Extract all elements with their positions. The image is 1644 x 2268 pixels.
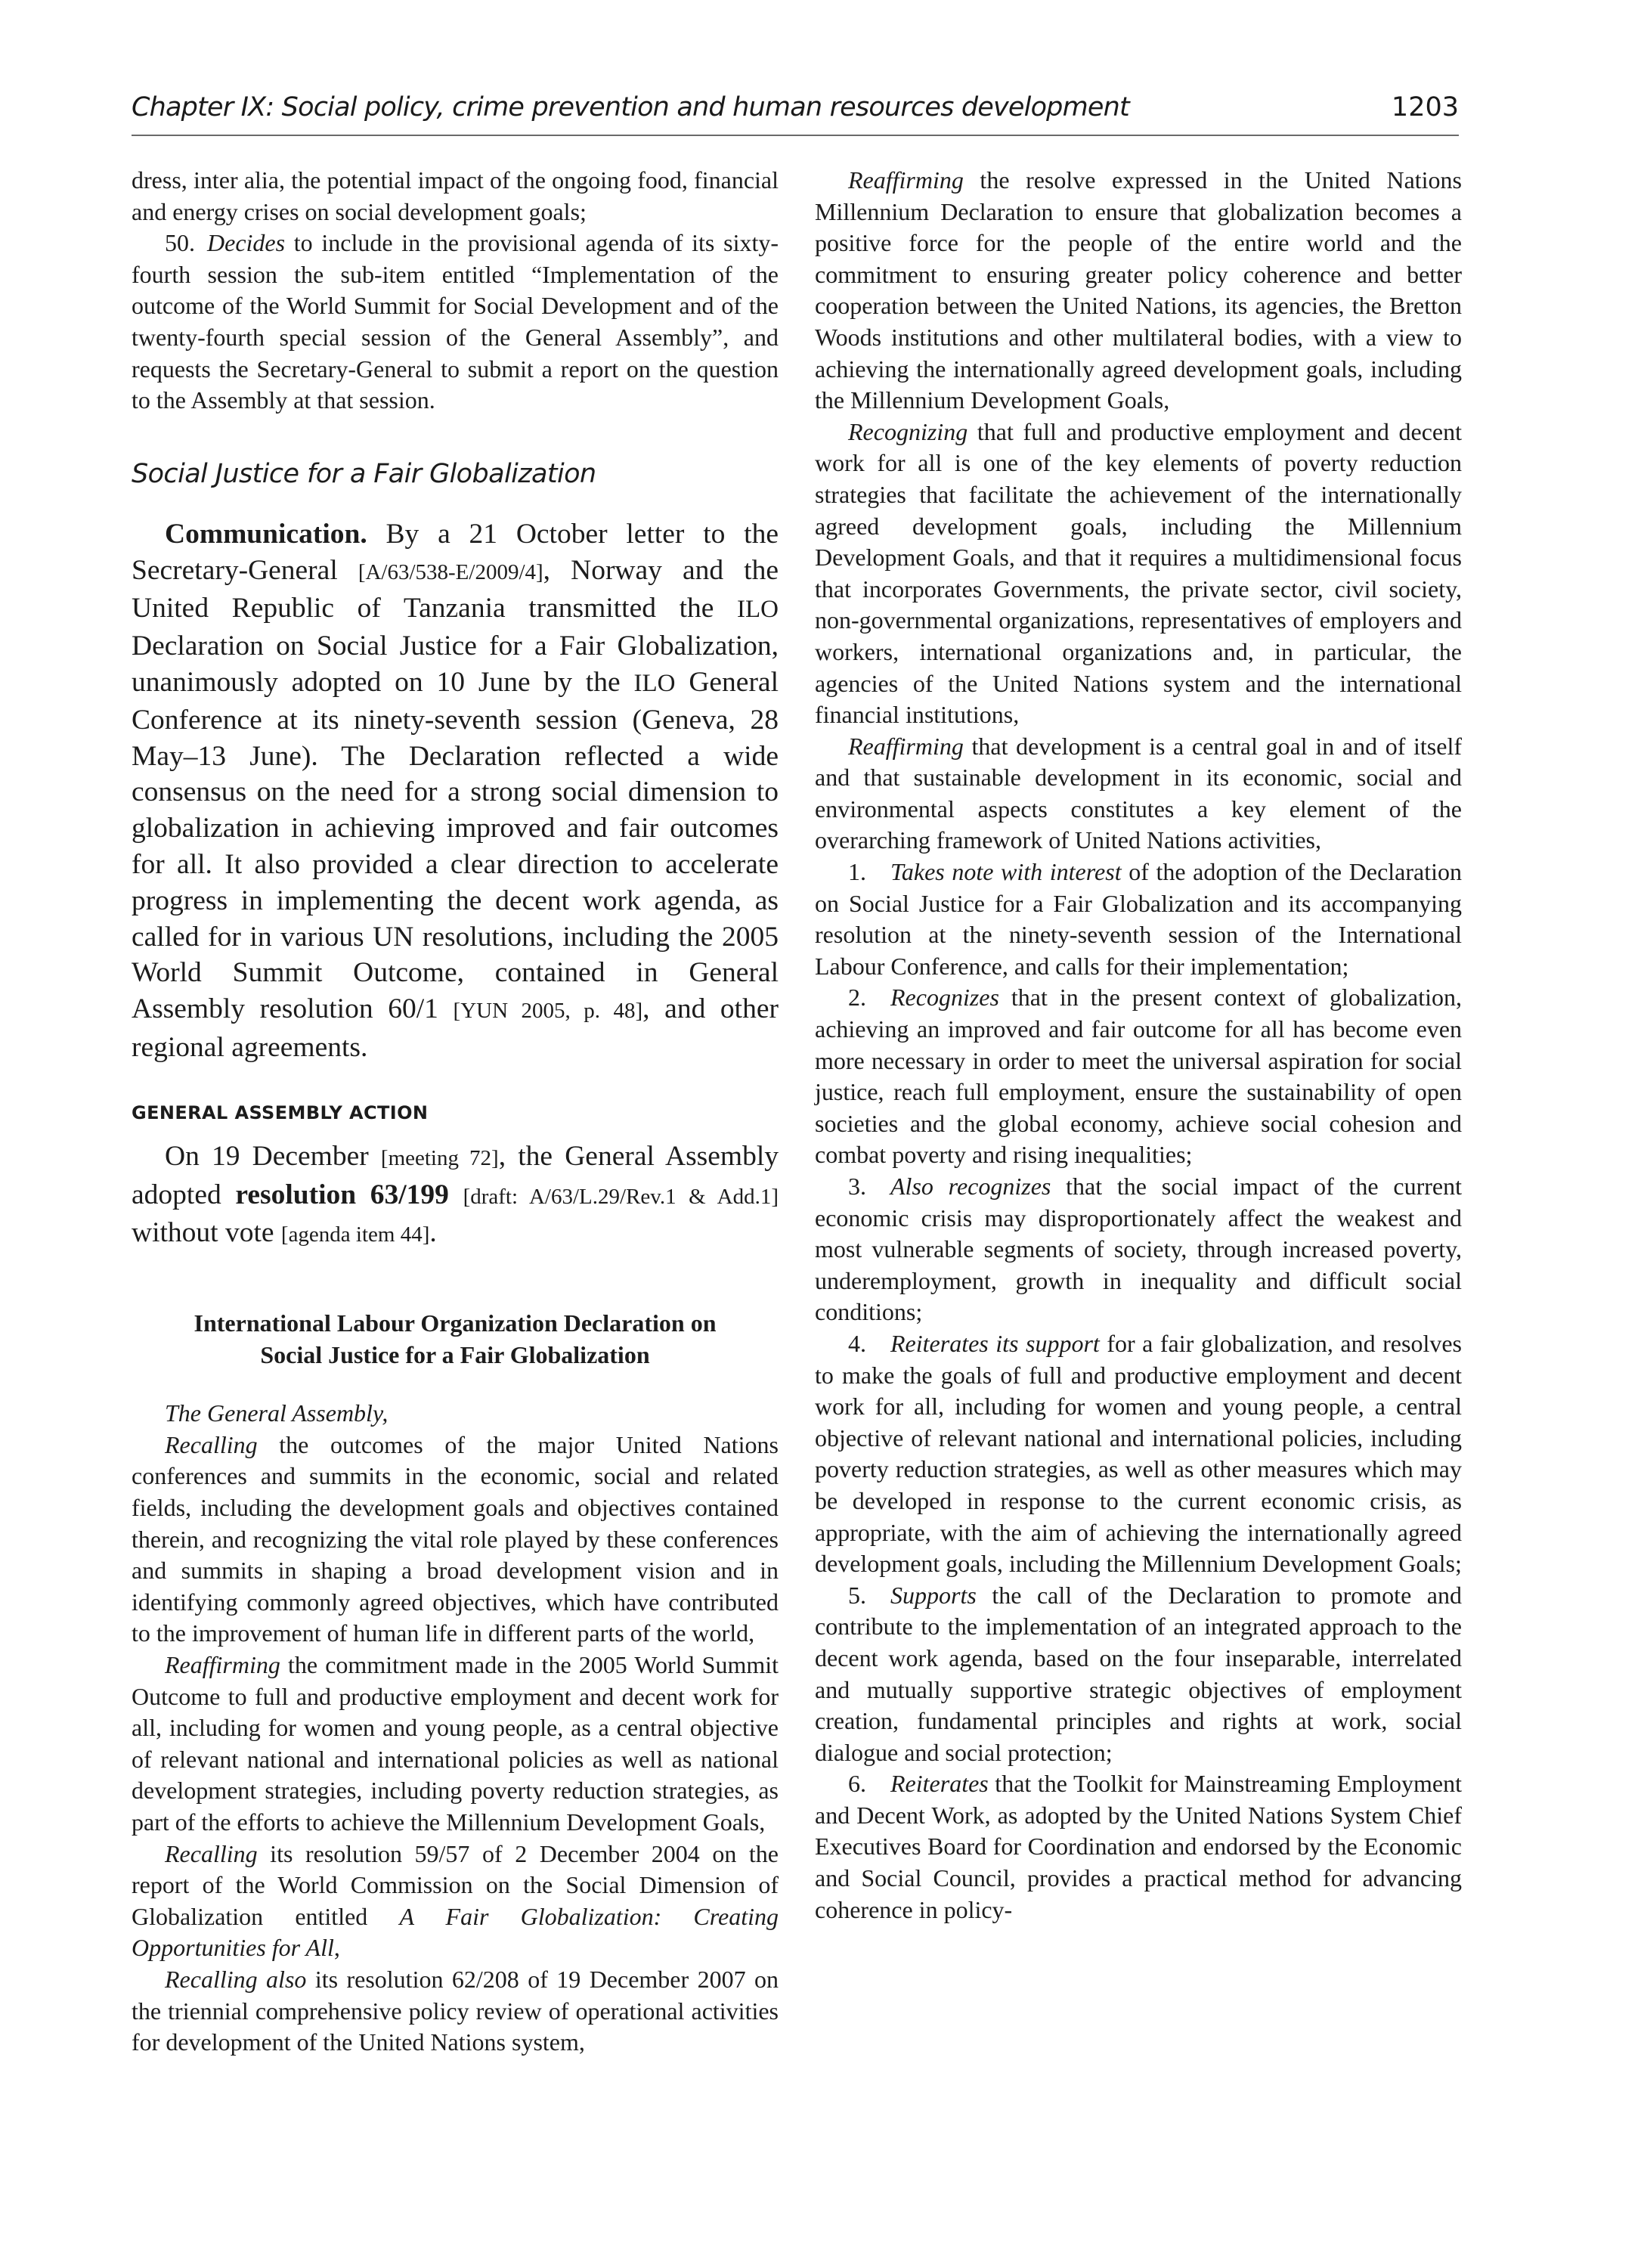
chapter-title: Chapter IX: Social policy, crime prevention and human resources development — [132, 92, 1129, 122]
resolution-title: International Labour Organization Declaration on Social Justice for a Fair Globalization — [194, 1309, 717, 1368]
operative-paragraph-3: 3. Also recognizes that the social impact of the current economic crisis may disproportionately affect the weakest and most vulnerable segments of society, through increased poverty, underemployment, growth in inequality and difficult social conditions; — [815, 1173, 1463, 1326]
paragraph-continued: dress, inter alia, the potential impact of the ongoing food, financial and energy crises on social development goals; — [132, 166, 779, 225]
paragraph-number: 6. — [848, 1770, 866, 1798]
section-subheading: Social Justice for a Fair Globalization — [132, 458, 596, 489]
page-number: 1203 — [1391, 92, 1459, 122]
preamble-recalling-also: Recalling also its resolution 62/208 of 19 December 2007 on the triennial comprehensive policy review of operational activities for development of the United Nations system, — [132, 1965, 779, 2056]
preamble-recalling-1: Recalling the outcomes of the major United Nations conferences and summits in the economic, social and related fields, including the development goals and objectives contained therein, and recognizing the vital role played by these conferences and summits in shaping a broad development vision and in identifying commonly agreed objectives, which have contributed to the improvement of human life in different parts of the world, — [132, 1430, 779, 1647]
communication-paragraph: Communication. By a 21 October letter to the Secretary-General [A/63/538-E/2009/4], Norway and the United Republic of Tanzania transmitted the ILO Declaration on Social Justice for a Fair Globalization, unanimously adopted on 10 June by the ILO General Conference at its ninety-seventh session (Geneva, 28 May–13 June). The Declaration reflected a wide consensus on the need for a strong social dimension to globalization in achieving improved and fair outcomes for all. It also provided a clear direction to accelerate progress in implementing the decent work agenda, as called for in various UN resolutions, including the 2005 World Summit Outcome, contained in General Assembly resolution 60/1 [YUN 2005, p. 48], and other regional agreements. — [132, 518, 779, 1063]
running-header — [132, 92, 1459, 138]
preamble-recalling-2: Recalling its resolution 59/57 of 2 December 2004 on the report of the World Commission on the Social Dimension of Globalization entitled A Fair Globalization: Creating Opportunities for All, — [132, 1839, 779, 1962]
paragraph-number: 1. — [848, 858, 866, 886]
paragraph-number: 4. — [848, 1329, 866, 1357]
paragraph-number: 5. — [848, 1581, 866, 1609]
resolution-intro: The General Assembly, — [165, 1399, 389, 1427]
left-column — [132, 165, 779, 2059]
right-column — [815, 165, 1462, 1926]
preamble-recognizing: Recognizing that full and productive employment and decent work for all is one of the key elements of poverty reduction strategies that facilitate the achievement of the internationally agreed development goals, including the Millennium Development Goals, and that it requires a multidimensional focus that incorporates Governments, the private sector, civil society, non-governmental organizations, representatives of employers and workers, international organizations and, in particular, the agencies of the United Nations system and the international financial institutions, — [815, 417, 1462, 729]
preamble-reaffirming-3: Reaffirming that development is a central goal in and of itself and that sustainable development in its economic, social and environmental aspects constitutes a key element of the overarching framework of United Nations activities, — [815, 732, 1462, 854]
preamble-reaffirming-2: Reaffirming the resolve expressed in the United Nations Millennium Declaration to ensure that globalization becomes a positive force for the people of the entire world and the commitment to ensuring greater policy coherence and better cooperation between the United Nations, its agencies, the Bretton Woods institutions and other multilateral bodies, with a view to achieving the internationally agreed development goals, including the Millennium Development Goals, — [815, 166, 1462, 414]
general-assembly-action-label: GENERAL ASSEMBLY ACTION — [132, 1101, 429, 1123]
assembly-action-paragraph: On 19 December [meeting 72], the General Assembly adopted resolution 63/199 [draft: A/63/L.29/Rev.1 & Add.1] without vote [agenda item 44]. — [132, 1140, 779, 1249]
operative-paragraph-1: 1. Takes note with interest of the adoption of the Declaration on Social Justice for a Fair Globalization and its accompanying resolution at the ninety-seventh session of the International Labour Conference, and calls for their implementation; — [815, 858, 1462, 980]
operative-paragraph-6: 6. Reiterates that the Toolkit for Mainstreaming Employment and Decent Work, as adopted by the United Nations System Chief Executives Board for Coordination and endorsed by the Economic and Social Council, provides a practical method for advancing coherence in policy- — [815, 1770, 1462, 1923]
paragraph-number: 50. — [165, 229, 195, 257]
paragraph-50: 50. Decides to include in the provisional agenda of its sixty-fourth session the sub-item entitled “Implementation of the outcome of the World Summit for Social Development and of the twenty-fourth special session of the General Assembly”, and requests the Secretary-General to submit a report on the question to the Assembly at that session. — [132, 229, 779, 414]
paragraph-number: 3. — [848, 1173, 866, 1200]
header-rule — [132, 135, 1459, 136]
operative-paragraph-4: 4. Reiterates its support for a fair globalization, and resolves to make the goals of full and productive employment and decent work for all, including for women and young people, a central objective of relevant national and international policies, including poverty reduction strategies, as well as other measures which may be developed in response to the current economic crisis, as appropriate, with the aim of achieving the internationally agreed development goals, including the Millennium Development Goals; — [815, 1329, 1462, 1578]
paragraph-number: 2. — [848, 984, 866, 1012]
operative-paragraph-5: 5. Supports the call of the Declaration to promote and contribute to the implementation of an integrated approach to the decent work agenda, based on the four inseparable, interrelated and mutually supportive strategic objectives of employment creation, fundamental principles and rights at work, social dialogue and social protection; — [815, 1581, 1462, 1766]
preamble-reaffirming-1: Reaffirming the commitment made in the 2005 World Summit Outcome to full and productive employment and decent work for all, including for women and young people, as a central objective of relevant national and international policies as well as national development strategies, including poverty reduction strategies, as part of the efforts to achieve the Millennium Development Goals, — [132, 1651, 779, 1836]
operative-paragraph-2: 2. Recognizes that in the present context of globalization, achieving an improved and fair outcome for all has become even more necessary in order to meet the universal aspiration for social justice, reach full employment, ensure the sustainability of open societies and the global economy, achieve social cohesion and combat poverty and rising inequalities; — [815, 984, 1462, 1169]
